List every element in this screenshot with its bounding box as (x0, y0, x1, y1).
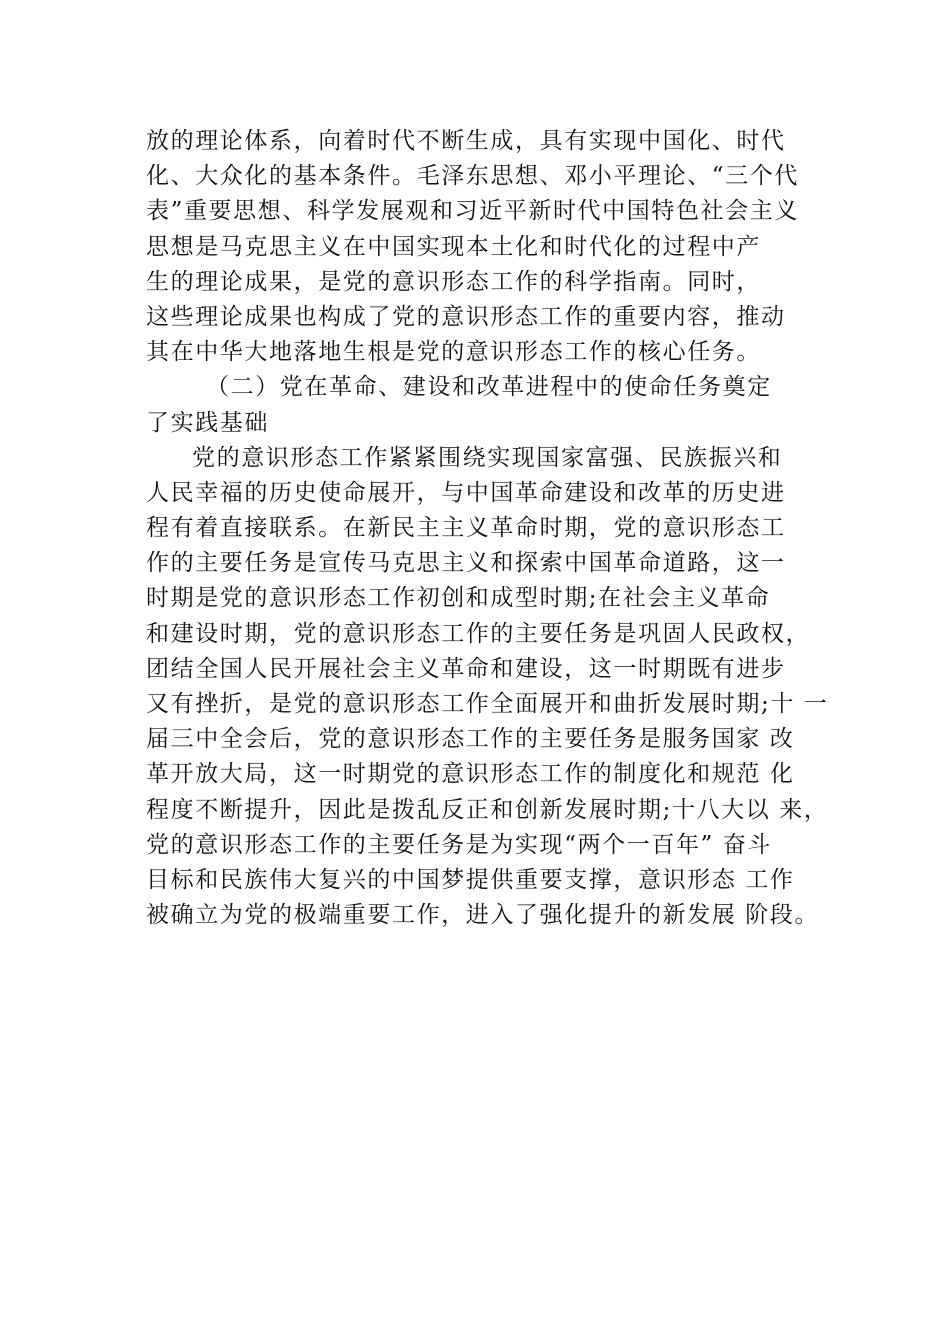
text-line: 目标和民族伟大复兴的中国梦提供重要支撑，意识形态 工作 (146, 866, 795, 893)
text-line: 被确立为党的极端重要工作，进入了强化提升的新发展 阶段。 (146, 902, 820, 929)
text-line: 革开放大局，这一时期党的意识形态工作的制度化和规范 化 (146, 761, 795, 788)
text-line: 和建设时期，党的意识形态工作的主要任务是巩固人民政权， (146, 620, 811, 647)
text-line: 时期是党的意识形态工作初创和成型时期;在社会主义革命 (146, 585, 771, 612)
heading-line: 了实践基础 (146, 409, 269, 436)
text-line: 团结全国人民开展社会主义革命和建设，这一时期既有进步 (146, 655, 786, 682)
text-line: 生的理论成果，是党的意识形态工作的科学指南。同时， (146, 268, 761, 295)
text-line: 党的意识形态工作的主要任务是为实现“两个一百年” 奋斗 (146, 831, 773, 858)
section-heading (146, 370, 846, 440)
paragraph (146, 441, 846, 934)
text-line: 其在中华大地落地生根是党的意识形态工作的核心任务。 (146, 339, 761, 366)
text-line: 程度不断提升，因此是拨乱反正和创新发展时期;十八大以 来， (146, 796, 829, 823)
text-line: 又有挫折，是党的意识形态工作全面展开和曲折发展时期;十 一 (146, 691, 829, 717)
text-line: 作的主要任务是宣传马克思主义和探索中国革命道路，这一 (146, 550, 786, 577)
text-line: 人民幸福的历史使命展开，与中国革命建设和改革的历史进 (146, 479, 786, 506)
text-line: 届三中全会后，党的意识形态工作的主要任务是服务国家 改 (146, 726, 795, 753)
text-line: 化、大众化的基本条件。毛泽东思想、邓小平理论、“三个代 (146, 163, 799, 190)
text-line: 这些理论成果也构成了党的意识形态工作的重要内容，推动 (146, 303, 786, 330)
paragraph (146, 124, 846, 370)
text-line: 党的意识形态工作紧紧围绕实现国家富强、民族振兴和 (192, 444, 783, 471)
heading-line: （二）党在革命、建设和改革进程中的使命任务奠定 (206, 374, 772, 401)
text-line: 放的理论体系，向着时代不断生成，具有实现中国化、时代 (146, 128, 786, 154)
text-line: 思想是马克思主义在中国实现本土化和时代化的过程中产 (146, 233, 761, 260)
text-line: 表”重要思想、科学发展观和习近平新时代中国特色社会主义 (146, 198, 799, 225)
text-line: 程有着直接联系。在新民主主义革命时期，党的意识形态工 (146, 515, 786, 542)
document-body (146, 124, 846, 933)
